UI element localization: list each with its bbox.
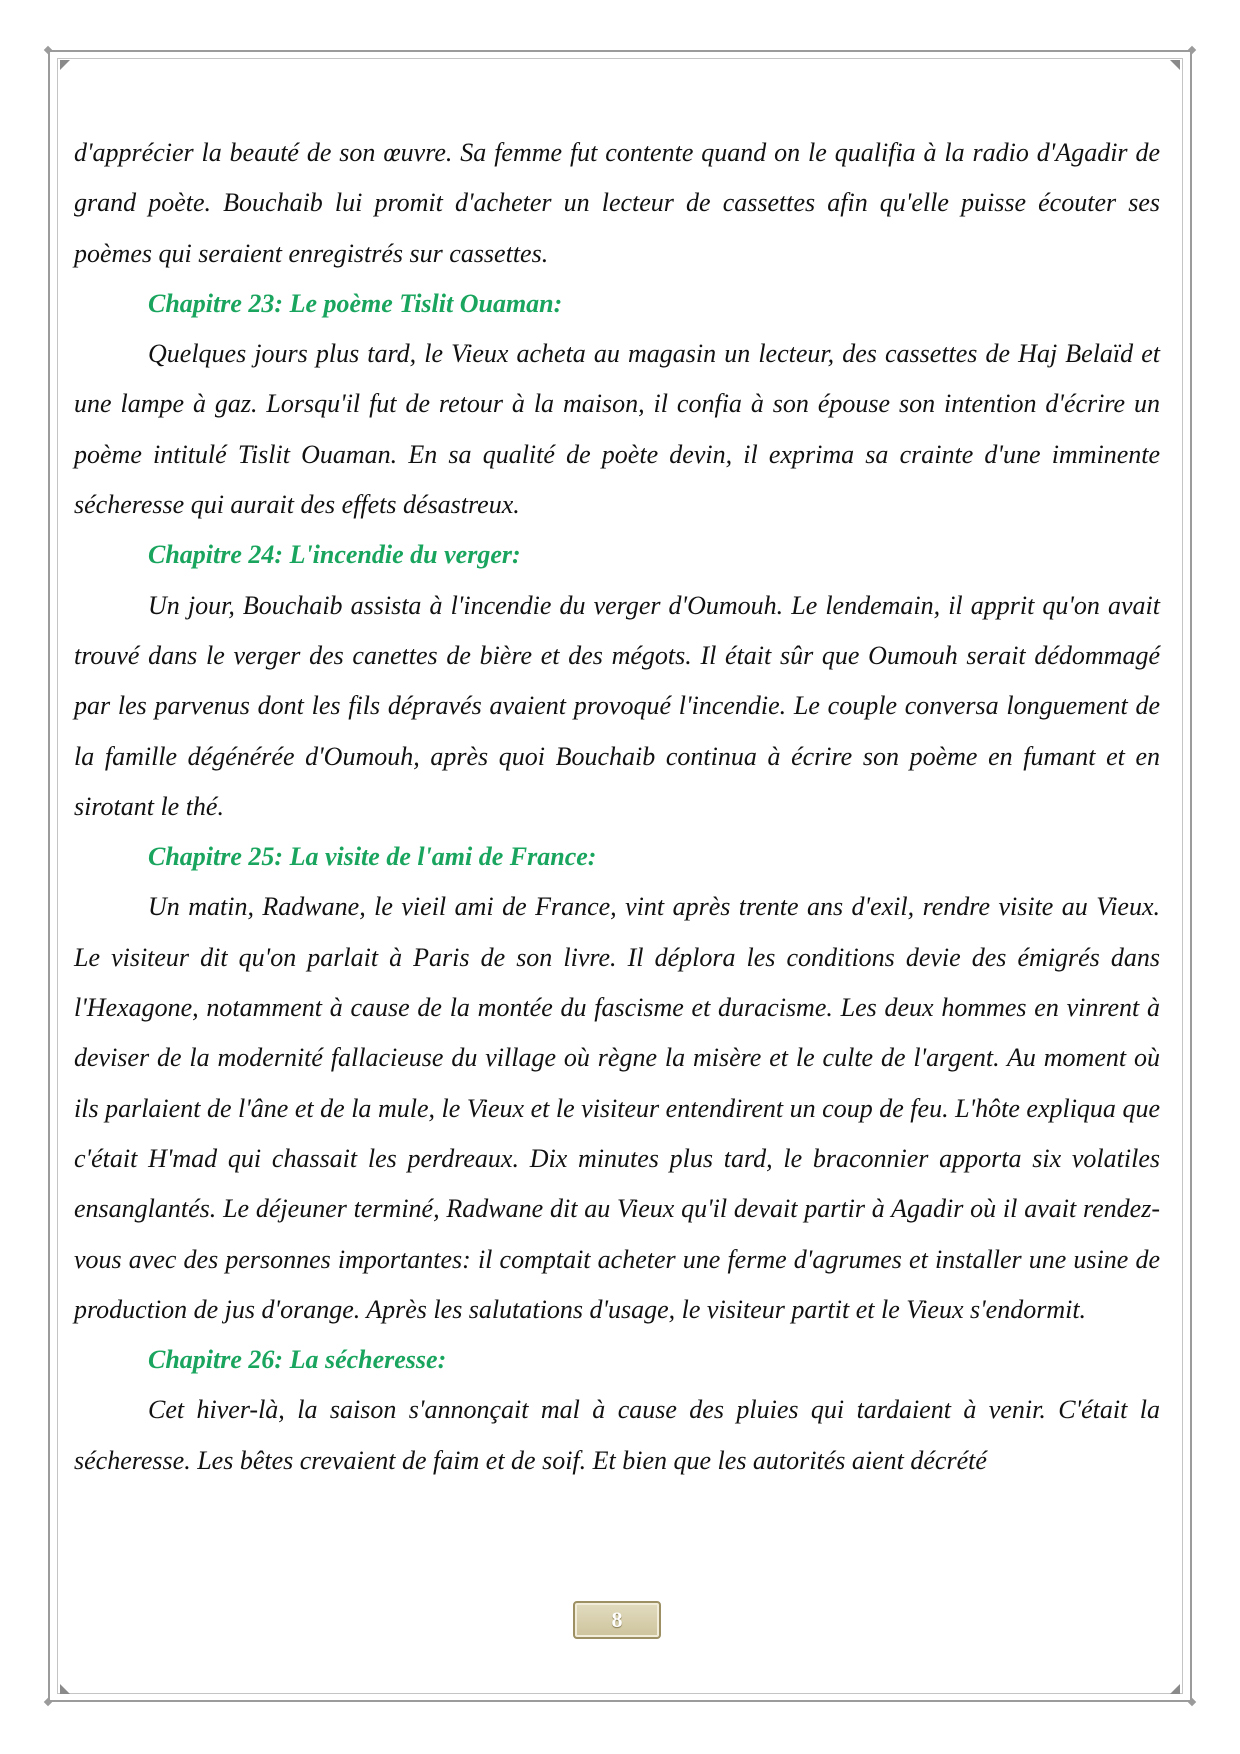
corner-ornament-icon: [1170, 60, 1180, 70]
chapter-heading: Chapitre 23: Le poème Tislit Ouaman:: [148, 288, 563, 318]
document-body: [74, 128, 1160, 1486]
corner-ornament-icon: [60, 1684, 70, 1694]
page-number: 8: [573, 1601, 661, 1639]
corner-diamond-icon: [1188, 1698, 1196, 1706]
paragraph: Quelques jours plus tard, le Vieux acheta au magasin un lecteur, des cassettes de Haj Belaïd et une lampe à gaz. Lorsqu'il fut de retour à la maison, il confia à son épouse son intention d'écrire un poème intitulé Tislit Ouaman. En sa qualité de poète devin, il exprima sa crainte d'une imminente sécheresse qui aurait des effets désastreux.: [74, 339, 1160, 520]
paragraph: Un matin, Radwane, le vieil ami de France, vint après trente ans d'exil, rendre visite au Vieux. Le visiteur dit qu'on parlait à Paris de son livre. Il déplora les conditions devie des émigrés dans l'Hexagone, notamment à cause de la montée du fascisme et duracisme. Les deux hommes en vinrent à deviser de la modernité fallacieuse du village où règne la misère et le culte de l'argent. Au moment où ils parlaient de l'âne et de la mule, le Vieux et le visiteur entendirent un coup de feu. L'hôte expliqua que c'était H'mad qui chassait les perdreaux. Dix minutes plus tard, le braconnier apporta six volatiles ensanglantés. Le déjeuner terminé, Radwane dit au Vieux qu'il devait partir à Agadir où il avait rendez-vous avec des personnes importantes: il comptait acheter une ferme d'agrumes et installer une usine de production de jus d'orange. Après les salutations d'usage, le visiteur partit et le Vieux s'endormit.: [74, 892, 1160, 1324]
paragraph: Un jour, Bouchaib assista à l'incendie du verger d'Oumouh. Le lendemain, il apprit qu'on avait trouvé dans le verger des canettes de bière et des mégots. Il était sûr que Oumouh serait dédommagé par les parvenus dont les fils dépravés avaient provoqué l'incendie. Le couple conversa longuement de la famille dégénérée d'Oumouh, après quoi Bouchaib continua à écrire son poème en fumant et en sirotant le thé.: [74, 590, 1160, 821]
paragraph: d'apprécier la beauté de son œuvre. Sa femme fut contente quand on le qualifia à la radio d'Agadir de grand poète. Bouchaib lui promit d'acheter un lecteur de cassettes afin qu'elle puisse écouter ses poèmes qui seraient enregistrés sur cassettes.: [74, 138, 1160, 268]
corner-ornament-icon: [1170, 1684, 1180, 1694]
chapter-heading: Chapitre 26: La sécheresse:: [148, 1345, 447, 1375]
paragraph: Cet hiver-là, la saison s'annonçait mal à cause des pluies qui tardaient à venir. C'était la sécheresse. Les bêtes crevaient de faim et de soif. Et bien que les autorités aient décrété: [74, 1395, 1160, 1475]
chapter-heading: Chapitre 25: La visite de l'ami de France:: [148, 842, 597, 872]
corner-ornament-icon: [60, 60, 70, 70]
chapter-heading: Chapitre 24: L'incendie du verger:: [148, 540, 521, 570]
